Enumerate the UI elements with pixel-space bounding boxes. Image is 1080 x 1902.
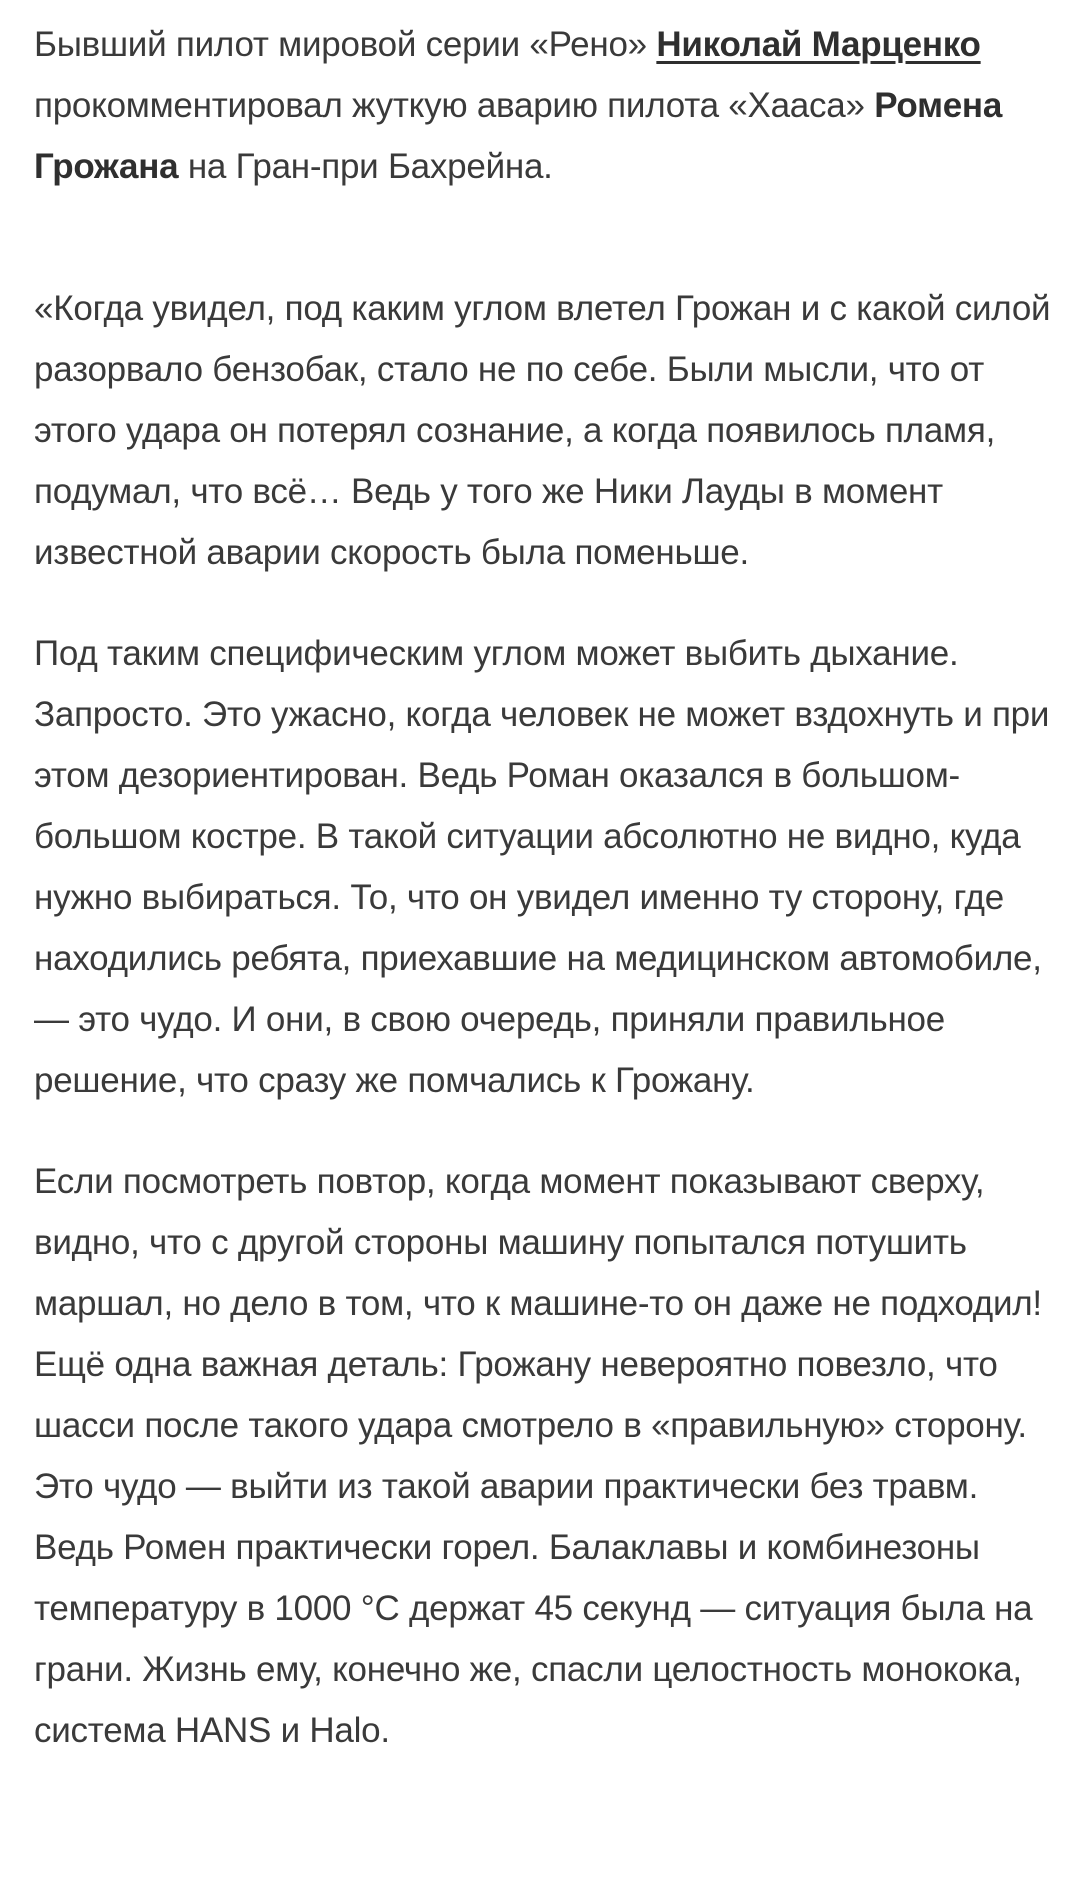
person-link-nikolay-martsenko[interactable]: Николай Марценко xyxy=(656,25,981,64)
quote-paragraph-2: Под таким специфическим углом может выбить дыхание. Запросто. Это ужасно, когда человек не может вздохнуть и при этом дезориентирован. Ведь Роман оказался в большом-большом костре. В такой ситуации абсолютно не видно, куда нужно выбираться. То, что он увидел именно ту сторону, где находились ребята, приехавшие на медицинском автомобиле, — это чудо. И они, в свою очередь, приняли правильное решение, что сразу же помчались к Грожану. xyxy=(34,634,1050,1100)
lead-text-2: прокомментировал жуткую аварию пилота «Хааса» xyxy=(34,86,875,125)
paragraph-spacer xyxy=(34,237,1062,278)
person-name-romain-grosjean: Ромена Грожана xyxy=(34,86,1003,186)
quote-paragraph-3: Если посмотреть повтор, когда момент показывают сверху, видно, что с другой стороны машину попытался потушить маршал, но дело в том, что к машине-то он даже не подходил! Ещё одна важная деталь: Грожану невероятно повезло, что шасси после такого удара смотрело в «правильную» сторону. Это чудо — выйти из такой аварии практически без травм. Ведь Ромен практически горел. Балаклавы и комбинезоны температуру в 1000 °С держат 45 секунд — ситуация была на грани. Жизнь ему, конечно же, спасли целостность монокока, система HANS и Halo. xyxy=(34,1162,1042,1750)
quote-paragraph-1: «Когда увидел, под каким углом влетел Грожан и с какой силой разорвало бензобак, стало не по себе. Были мысли, что от этого удара он потерял сознание, а когда появилось пламя, подумал, что всё… Ведь у того же Ники Лауды в момент известной аварии скорость была поменьше. xyxy=(34,289,1051,572)
lead-paragraph xyxy=(34,14,1062,197)
lead-text-3: на Гран-при Бахрейна. xyxy=(178,147,553,186)
lead-text-1: Бывший пилот мировой серии «Рено» xyxy=(34,25,657,64)
